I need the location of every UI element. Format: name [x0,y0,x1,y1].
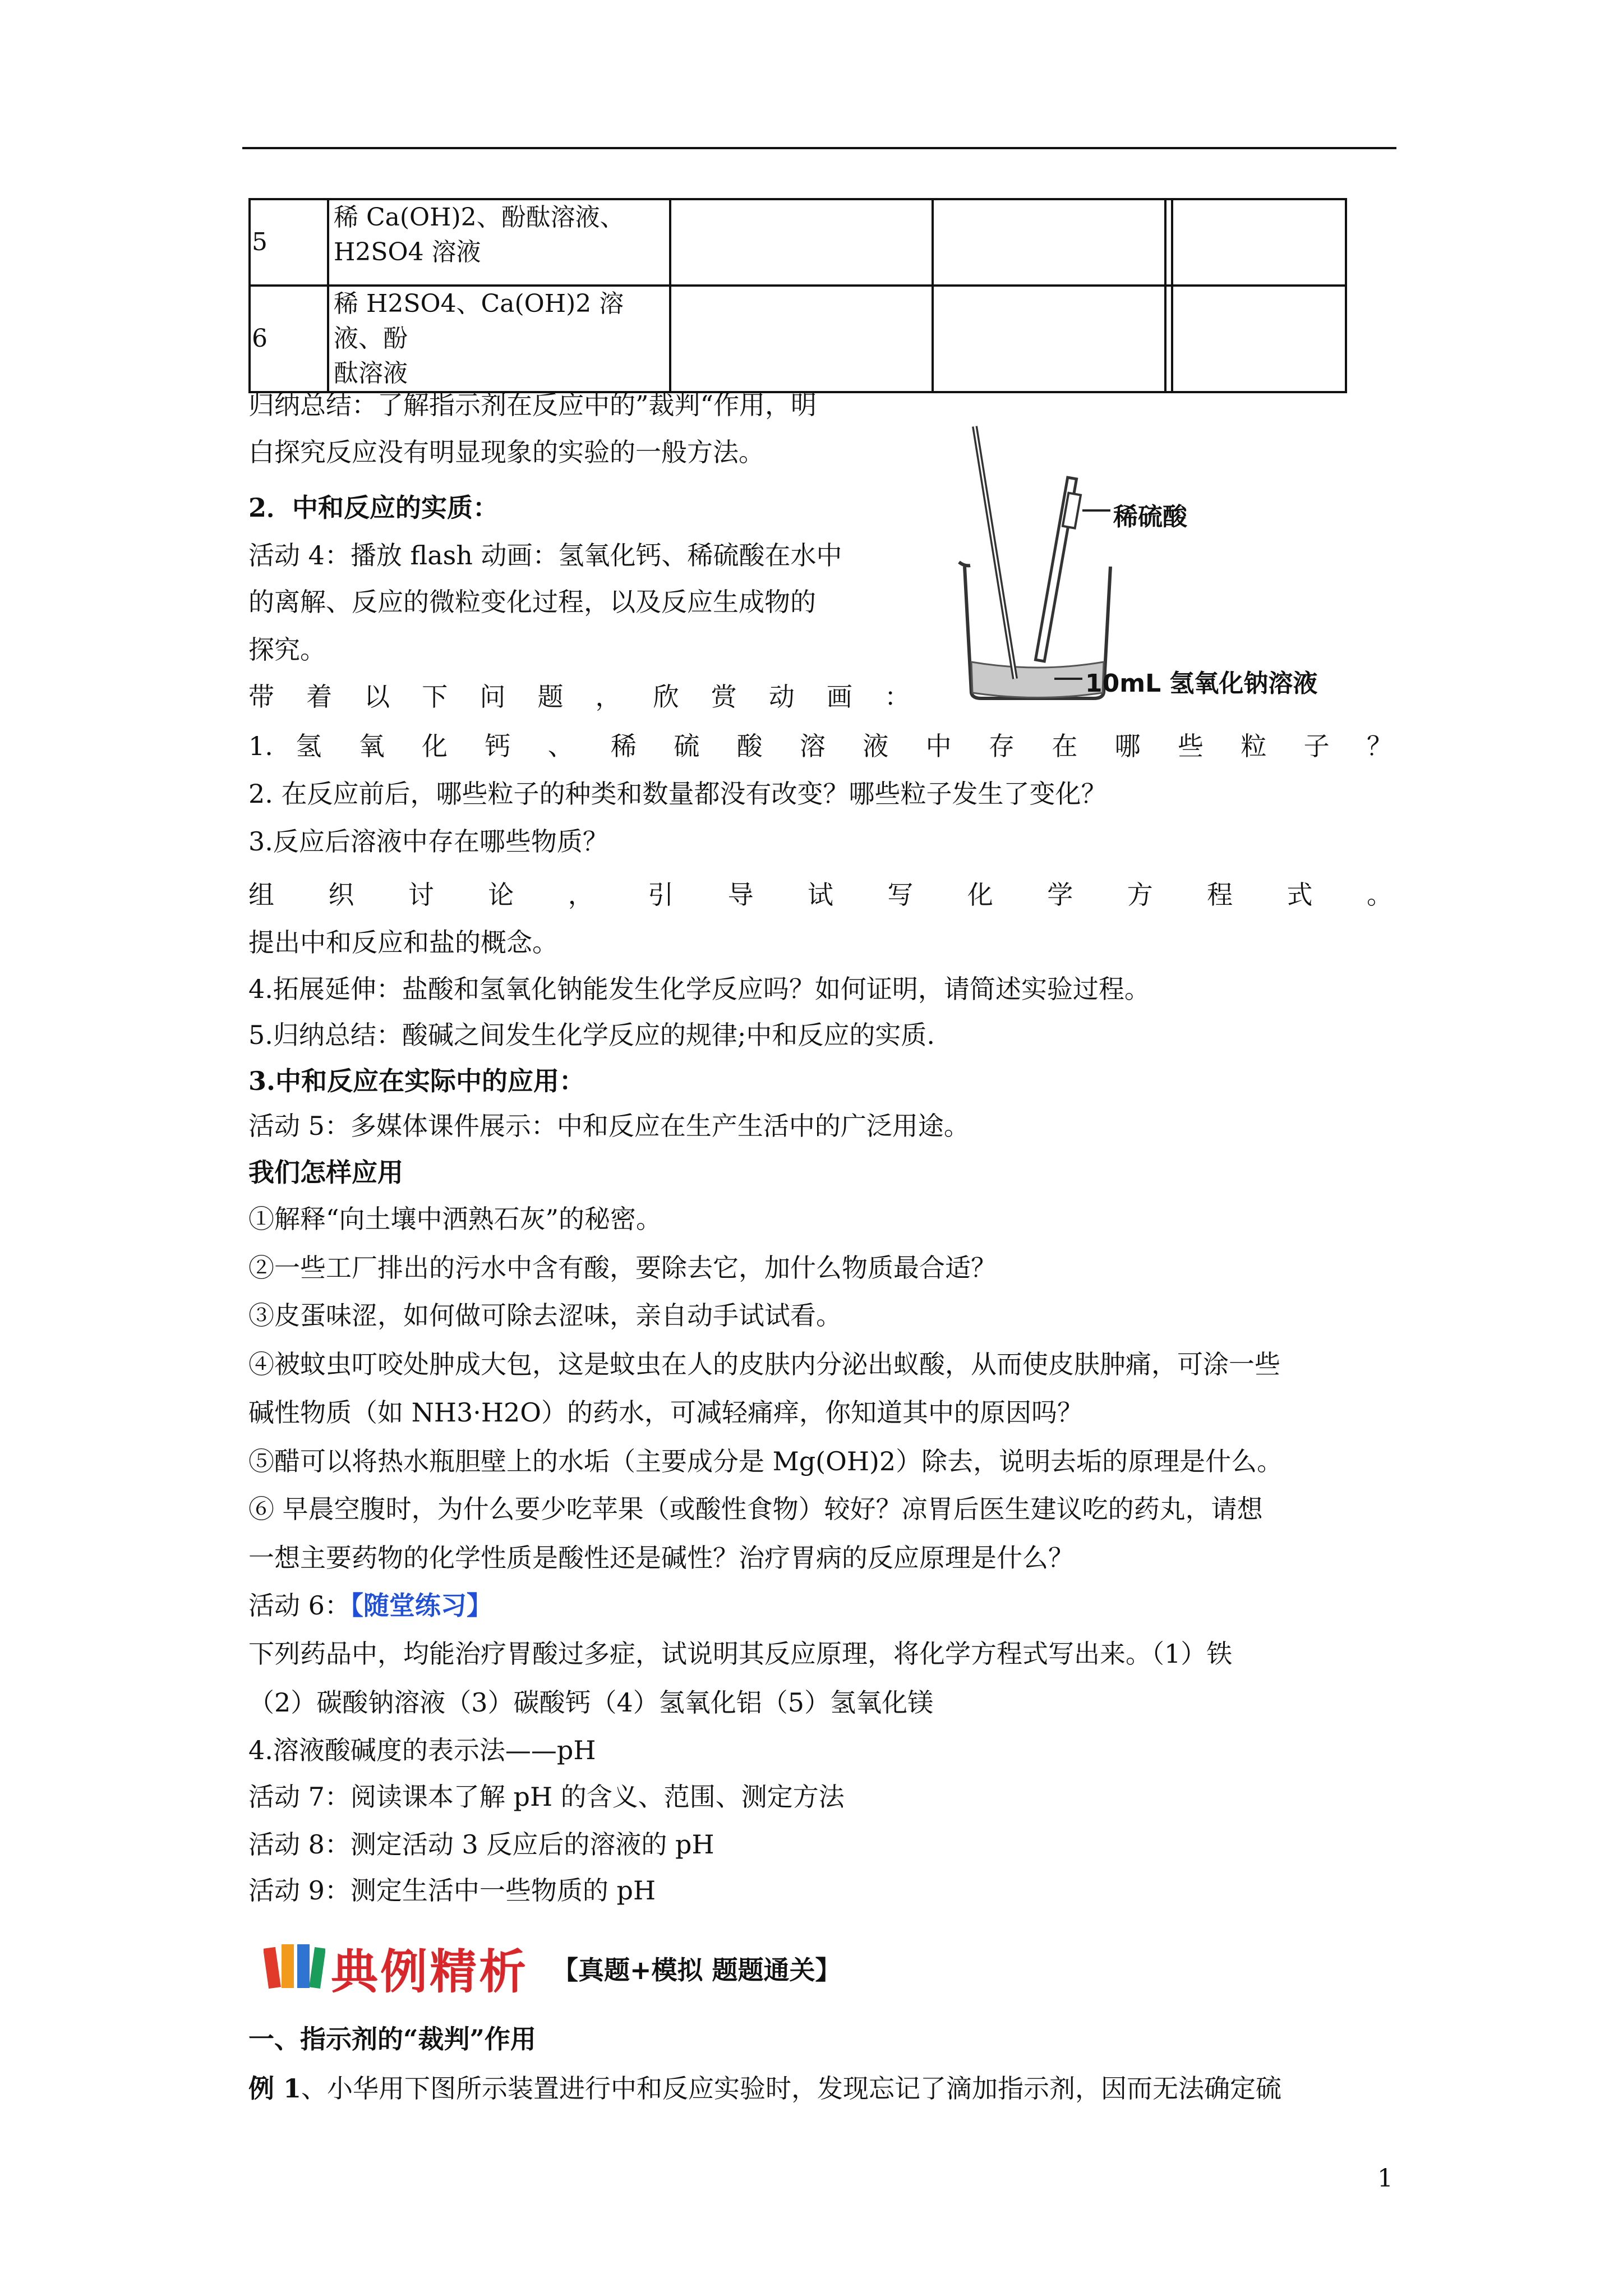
section-heading: 2．中和反应的实质： [248,493,499,523]
text-line: 活动 4：播放 flash 动画：氢氧化钙、稀硫酸在水中 [248,540,842,570]
empty-cell [1165,199,1172,286]
row-number: 5 [250,199,328,286]
text-line: 2. 在反应前后，哪些粒子的种类和数量都没有改变？哪些粒子发生了变化？ [248,779,1107,809]
text-line: ④被蚊虫叮咬处肿成大包，这是蚊虫在人的皮肤内分泌出蚁酸，从而使皮肤肿痛，可涂一些 [248,1349,1280,1379]
text-line: 带 着 以 下 问 题 ， 欣 赏 动 画 ： [248,682,910,712]
header-rule [242,147,1396,149]
text-line: 例 1、小华用下图所示装置进行中和反应实验时，发现忘记了滴加指示剂，因而无法确定硫 [248,2073,1282,2104]
text-line: ②一些工厂排出的污水中含有酸，要除去它，加什么物质最合适？ [248,1253,997,1283]
banner-title: 典例精析 [331,1944,529,1999]
section-heading: 4.溶液酸碱度的表示法——pH [248,1735,596,1765]
page-number: 1 [1377,2164,1393,2193]
text-line: 下列药品中，均能治疗胃酸过多症，试说明其反应原理，将化学方程式写出来。（1）铁 [248,1639,1233,1669]
empty-cell [670,199,933,286]
text-line: 的离解、反应的微粒变化过程，以及反应生成物的 [248,587,816,617]
text-line: 组 织 讨 论 ， 引 导 试 写 化 学 方 程 式 。 [248,880,1393,910]
row-number: 6 [250,286,328,392]
table-row [250,199,1346,286]
text-line: 3.反应后溶液中存在哪些物质？ [248,826,608,857]
text-line: 4.拓展延伸：盐酸和氢氧化钠能发生化学反应吗？如何证明，请简述实验过程。 [248,974,1150,1004]
text-line: 碱性物质（如 NH3·H2O）的药水，可减轻痛痒，你知道其中的原因吗？ [248,1397,1083,1428]
practice-tag: 【随堂练习】 [350,1590,492,1621]
label-acid: 稀硫酸 [1113,503,1187,531]
empty-cell [1172,286,1346,392]
experiment-table [248,198,1347,393]
section-heading: 3.中和反应在实际中的应用： [248,1066,585,1096]
text-line: 提出中和反应和盐的概念。 [248,927,558,958]
text-line: 一想主要药物的化学性质是酸性还是碱性？治疗胃病的反应原理是什么？ [248,1543,1074,1573]
empty-cell [933,286,1165,392]
text-line: 归纳总结：了解指示剂在反应中的”裁判“作用，明 [248,390,817,420]
reagents-cell: 稀 H2SO4、Ca(OH)2 溶液、酚 酞溶液 [328,286,670,392]
example-label: 例 1 [248,2073,302,2104]
empty-cell [1165,286,1172,392]
label-base: 10mL 氢氧化钠溶液 [1085,669,1318,698]
text-line [248,1589,492,1622]
text-line: 1. 氢 氧 化 钙 、 稀 硫 酸 溶 液 中 存 在 哪 些 粒 子 ？ [248,731,1393,761]
empty-cell [933,199,1165,286]
section-heading: 我们怎样应用 [248,1157,403,1188]
text-line: （2）碳酸钠溶液（3）碳酸钙（4）氢氧化铝（5）氢氧化镁 [248,1687,934,1718]
text-line: ①解释“向土壤中洒熟石灰”的秘密。 [248,1204,662,1234]
text-line: 探究。 [248,634,326,665]
text-line: ⑥ 早晨空腹时，为什么要少吃苹果（或酸性食物）较好？凉胃后医生建议吃的药丸，请想 [248,1494,1263,1524]
text-line: 5.归纳总结：酸碱之间发生化学反应的规律;中和反应的实质. [248,1020,935,1050]
text-line: 活动 5：多媒体课件展示：中和反应在生产生活中的广泛用途。 [248,1111,970,1141]
text-line: 活动 7：阅读课本了解 pH 的含义、范围、测定方法 [248,1782,845,1812]
books-icon [264,1940,325,1990]
table-row [250,286,1346,392]
empty-cell [1172,199,1346,286]
activity-label: 活动 6： [248,1590,351,1621]
text-line: 活动 8：测定活动 3 反应后的溶液的 pH [248,1829,714,1860]
text-line: ⑤醋可以将热水瓶胆壁上的水垢（主要成分是 Mg(OH)2）除去，说明去垢的原理是什么。 [248,1446,1283,1476]
text-line: 白探究反应没有明显现象的实验的一般方法。 [248,437,764,467]
reagents-cell: 稀 Ca(OH)2、酚酞溶液、 H2SO4 溶液 [328,199,670,286]
text-line: 活动 9：测定生活中一些物质的 pH [248,1875,656,1906]
text-line: ③皮蛋味涩，如何做可除去涩味，亲自动手试试看。 [248,1300,842,1331]
section-heading: 一、指示剂的“裁判”作用 [248,2024,536,2054]
banner-subtitle: 【真题+模拟 题题通关】 [552,1955,841,1985]
empty-cell [670,286,933,392]
